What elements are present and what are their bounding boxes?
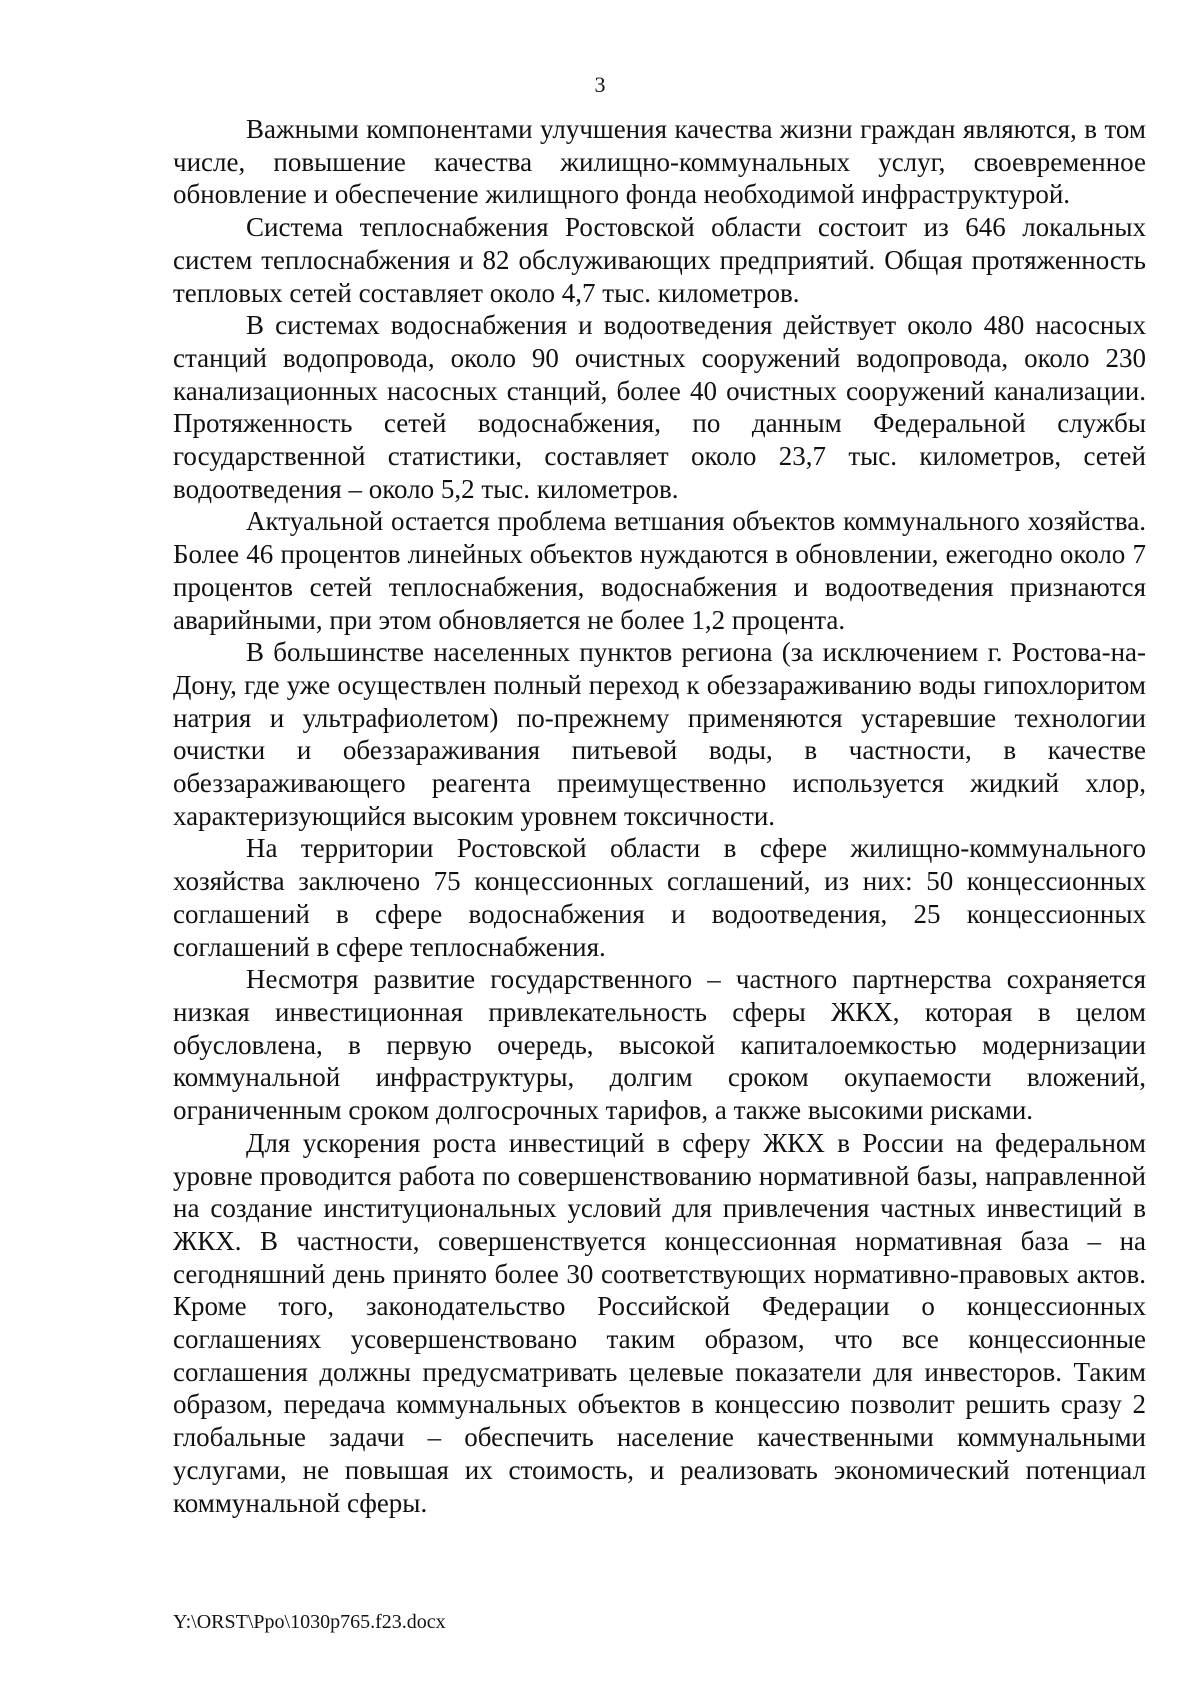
paragraph-water-supply: В системах водоснабжения и водоотведения действует около 480 насосных станций водопровода, около 90 очистных сооружений водопровода, около 230 канализационных насосных станций, более 40 очистных сооружений канализации. Протяженность сетей водоснабжения, по данным Федеральной службы государственной статистики, составляет около 23,7 тыс. километров, сетей водоотведения – около 5,2 тыс. километров. xyxy=(173,310,1146,504)
paragraph-infrastructure-wear: Актуальной остается проблема ветшания объектов коммунального хозяйства. Более 46 процентов линейных объектов нуждаются в обновлении, ежегодно около 7 процентов сетей теплоснабжения, водоснабжения и водоотведения признаются аварийными, при этом обновляется не более 1,2 процента. xyxy=(173,506,1146,635)
footer-file-path: Y:\ORST\Ppo\1030p765.f23.docx xyxy=(173,1611,446,1633)
document-body xyxy=(173,113,1146,1519)
paragraph-concession-agreements: На территории Ростовской области в сфере жилищно-коммунального хозяйства заключено 75 концессионных соглашений, из них: 50 концессионных соглашений в сфере водоснабжения и водоотведения, 25 концессионных соглашений в сфере теплоснабжения. xyxy=(173,833,1146,962)
page-number: 3 xyxy=(594,72,606,97)
paragraph-water-treatment: В большинстве населенных пунктов региона (за исключением г. Ростова-на-Дону, где уже осуществлен полный переход к обеззараживанию воды гипохлоритом натрия и ультрафиолетом) по-прежнему применяются устаревшие технологии очистки и обеззараживания питьевой воды, в частности, в качестве обеззараживающего реагента преимущественно используется жидкий хлор, характеризующийся высоким уровнем токсичности. xyxy=(173,637,1146,831)
paragraph-quality-of-life: Важными компонентами улучшения качества жизни граждан являются, в том числе, повышение качества жилищно-коммунальных услуг, своевременное обновление и обеспечение жилищного фонда необходимой инфраструктурой. xyxy=(173,114,1146,210)
paragraph-federal-measures: Для ускорения роста инвестиций в сферу ЖКХ в России на федеральном уровне проводится работа по совершенствованию нормативной базы, направленной на создание институциональных условий для привлечения частных инвестиций в ЖКХ. В частности, совершенствуется концессионная нормативная база – на сегодняшний день принято более 30 соответствующих нормативно-правовых актов. Кроме того, законодательство Российской Федерации о концессионных соглашениях усовершенствовано таким образом, что все концессионные соглашения должны предусматривать целевые показатели для инвесторов. Таким образом, передача коммунальных объектов в концессию позволит решить сразу 2 глобальные задачи – обеспечить население качественными коммунальными услугами, не повышая их стоимость, и реализовать экономический потенциал коммунальной сферы. xyxy=(173,1127,1146,1518)
paragraph-investment-attractiveness: Несмотря развитие государственного – частного партнерства сохраняется низкая инвестиционная привлекательность сферы ЖКХ, которая в целом обусловлена, в первую очередь, высокой капиталоемкостью модернизации коммунальной инфраструктуры, долгим сроком окупаемости вложений, ограниченным сроком долгосрочных тарифов, а также высокими рисками. xyxy=(173,964,1146,1126)
paragraph-heat-supply: Система теплоснабжения Ростовской области состоит из 646 локальных систем теплоснабжения и 82 обслуживающих предприятий. Общая протяженность тепловых сетей составляет около 4,7 тыс. километров. xyxy=(173,212,1146,308)
